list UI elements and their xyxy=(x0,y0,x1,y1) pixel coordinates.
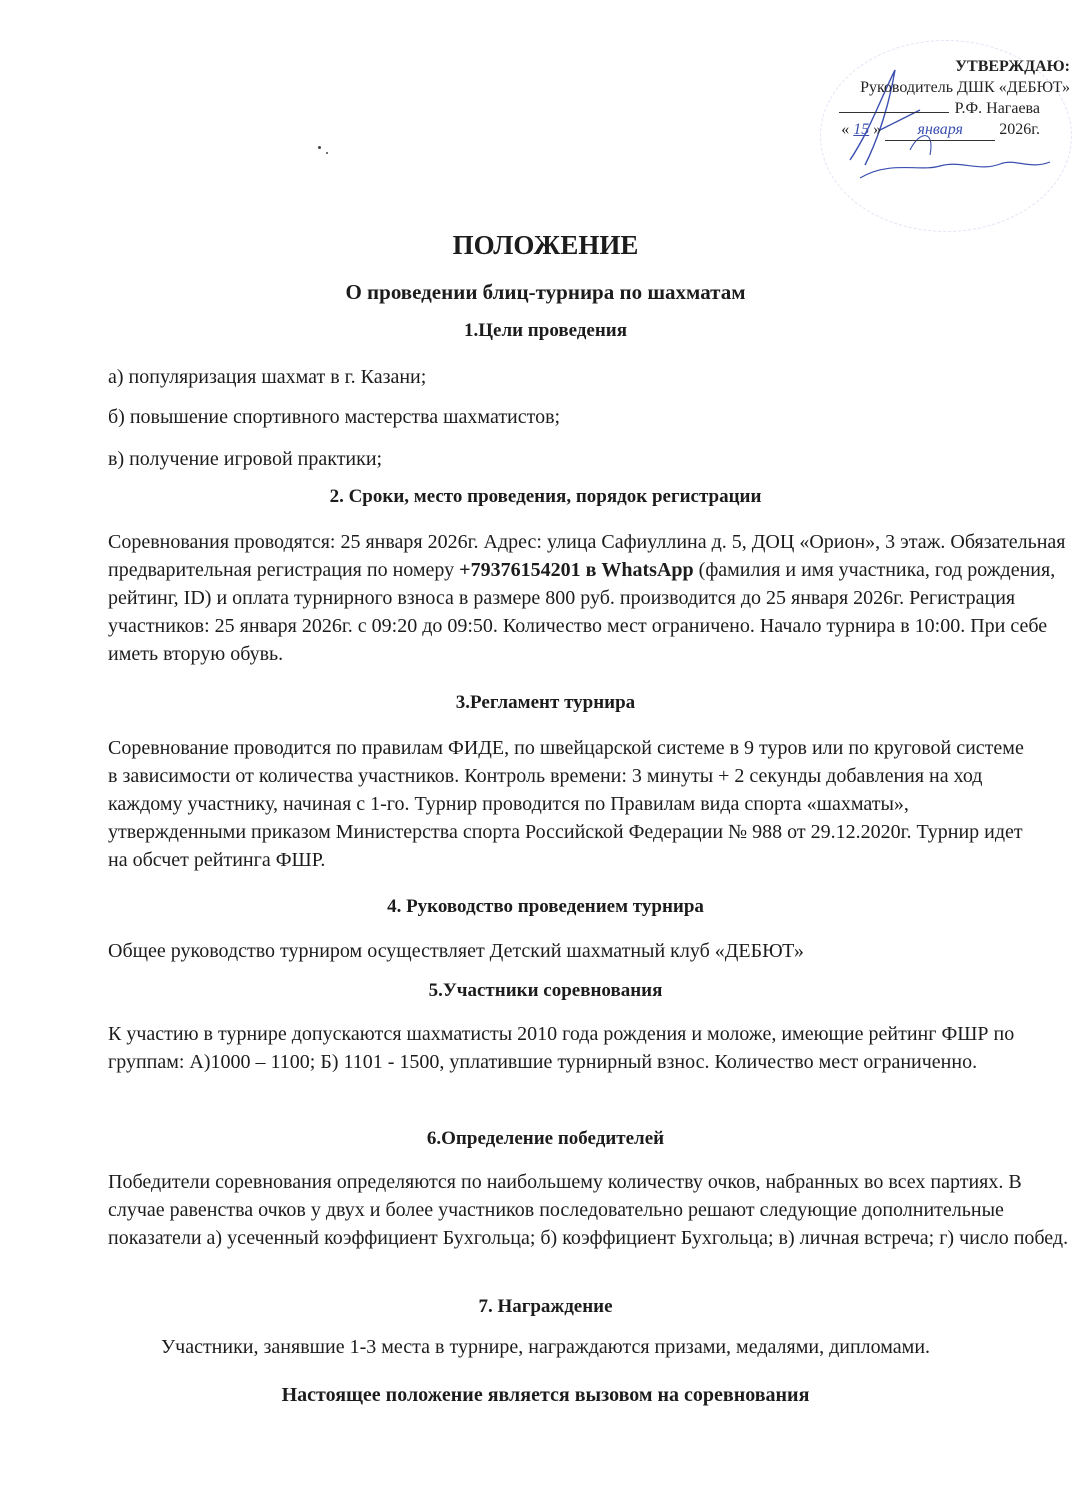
section-5-heading: 5.Участники соревнования xyxy=(428,980,663,1001)
document-subtitle: О проведении блиц-турнира по шахматам xyxy=(345,280,746,304)
approval-date-mid: » xyxy=(873,121,882,138)
section-3-heading: 3.Регламент турнира xyxy=(455,692,636,713)
scan-speck xyxy=(318,146,321,149)
phone-in: в xyxy=(580,559,602,581)
section-1-heading: 1.Цели проведения xyxy=(463,320,628,341)
approval-date-month: января xyxy=(885,119,995,141)
approval-date-day: 15 xyxy=(853,121,870,138)
section-2-heading: 2. Сроки, место проведения, порядок регистрации xyxy=(329,486,762,507)
approval-signer: Р.Ф. Нагаева xyxy=(954,100,1040,117)
section-2-text-part2: (фамилия и имя участника, год рождения, рейтинг, ID) и оплата турнирного взноса в размере 800 руб. производится до 25 января 2026г. Регистрация участников: 25 января 2026г. с 09:20 до 09:50. Количество мест ограничено. Начало турнира в 10:00. При себе иметь вторую обувь. xyxy=(108,559,1056,665)
section-3-text: Соревнование проводится по правилам ФИДЕ, по швейцарской системе в 9 туров или по круговой системе в зависимости от количества участников. Контроль времени: 3 минуты + 2 секунды добавления на ход каждому участнику, начиная с 1-го. Турнир проводится по Правилам вида спорта «шахматы», утвержденными приказом Министерства спорта Российской Федерации № 988 от 29.12.2020г. Турнир идет на обсчет рейтинга ФШР. xyxy=(108,737,1024,871)
approval-block xyxy=(760,56,1070,141)
approval-date-year: 2026г. xyxy=(999,121,1040,138)
section-6-text: Победители соревнования определяются по наибольшему количеству очков, набранных во всех партиях. В случае равенства очков у двух и более участников последовательно решают следующие дополнительные показатели а) усеченный коэффициент Бухгольца; б) коэффициент Бухгольца; в) личная встреча; г) число побед. xyxy=(108,1171,1069,1249)
goal-item: а) популяризация шахмат в г. Казани; xyxy=(108,366,427,388)
section-6-heading: 6.Определение победителей xyxy=(426,1128,665,1149)
phone-number: +79376154201 xyxy=(459,559,581,581)
approval-date-open: « xyxy=(841,121,850,138)
section-4-text: Общее руководство турниром осуществляет Детский шахматный клуб «ДЕБЮТ» xyxy=(108,940,804,962)
approval-position: Руководитель ДШК «ДЕБЮТ» xyxy=(860,79,1070,96)
section-7-heading: 7. Награждение xyxy=(478,1296,613,1317)
section-2-text xyxy=(108,528,1080,668)
document-title: ПОЛОЖЕНИЕ xyxy=(452,230,639,260)
section-5-text: К участию в турнире допускаются шахматисты 2010 года рождения и моложе, имеющие рейтинг ФШР по группам: А)1000 – 1100; Б) 1101 - 1500, уплатившие турнирный взнос. Количество мест ограниченно. xyxy=(108,1023,1015,1073)
goal-item: в) получение игровой практики; xyxy=(108,448,383,470)
section-2-text-part1: Соревнования проводятся: 25 января 2026г. Адрес: улица Сафиуллина д. 5, ДОЦ «Орион», 3 этаж. Обязательная предварительная регистрация по номеру xyxy=(108,531,1066,581)
scan-speck xyxy=(326,152,328,154)
section-7-text: Участники, занявшие 1-3 места в турнире, награждаются призами, медалями, дипломами. xyxy=(160,1336,931,1358)
closing-statement: Настоящее положение является вызовом на соревнования xyxy=(281,1384,810,1406)
section-4-heading: 4. Руководство проведением турнира xyxy=(387,896,704,917)
approval-title: УТВЕРЖДАЮ: xyxy=(955,58,1070,75)
goal-item: б) повышение спортивного мастерства шахматистов; xyxy=(108,406,561,428)
messenger-name: WhatsApp xyxy=(601,559,694,581)
